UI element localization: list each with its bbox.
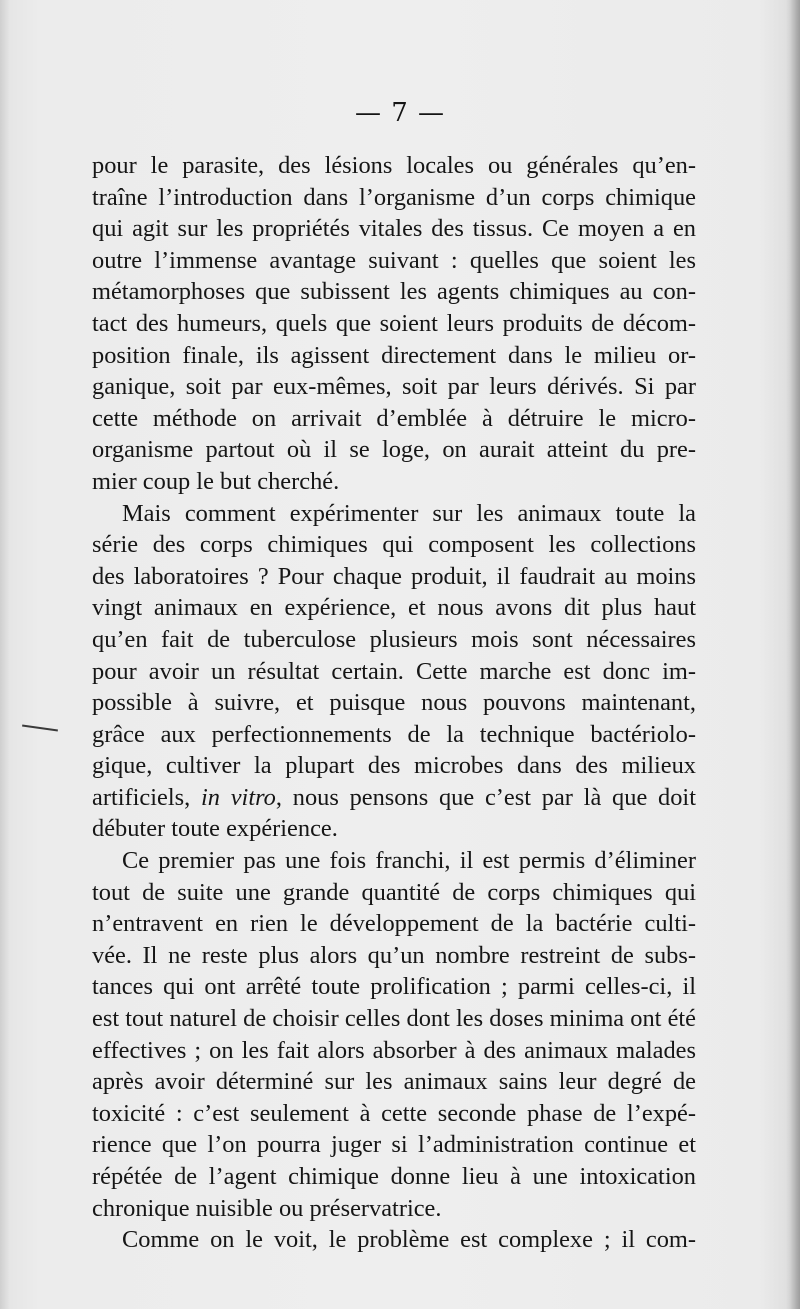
- margin-pencil-mark: [22, 725, 58, 732]
- text-line: tact des humeurs, quels que soient leurs produits de décom-: [92, 309, 696, 337]
- text-line: série des corps chimiques qui composent les collections: [92, 531, 696, 559]
- text-line: position finale, ils agissent directement dans le milieu or-: [92, 341, 696, 369]
- text-line: organisme partout où il se loge, on aurait atteint du pre-: [92, 436, 696, 464]
- text-line: pour le parasite, des lésions locales ou générales qu’en-: [92, 152, 696, 179]
- paragraph: [92, 1224, 696, 1256]
- text-line: Comme on le voit, le problème est complexe ; il com-: [122, 1226, 696, 1254]
- text-line: est tout naturel de choisir celles dont les doses minima ont été: [92, 1005, 696, 1033]
- text-line: artificiels, in vitro, nous pensons que c’est par là que doit: [92, 783, 696, 811]
- paragraph: [92, 498, 696, 846]
- text-line: Ce premier pas une fois franchi, il est permis d’éliminer: [122, 847, 696, 875]
- text-line: effectives ; on les fait alors absorber à des animaux malades: [92, 1036, 696, 1064]
- text-line: répétée de l’agent chimique donne lieu à une intoxication: [92, 1163, 696, 1190]
- text-line: outre l’immense avantage suivant : quelles que soient les: [92, 246, 696, 274]
- text-line: métamorphoses que subissent les agents chimiques au con-: [92, 278, 696, 306]
- paragraph: [92, 150, 696, 498]
- page-number: — 7 —: [354, 98, 446, 128]
- text-line: vée. Il ne reste plus alors qu’un nombre restreint de subs-: [92, 941, 696, 969]
- page-edge-shadow: [786, 0, 800, 1309]
- paragraph: [92, 845, 696, 1224]
- text-line: pour avoir un résultat certain. Cette marche est donc im-: [92, 657, 696, 685]
- text-line: des laboratoires ? Pour chaque produit, il faudrait au moins: [92, 562, 696, 590]
- body-text: [92, 150, 696, 1256]
- text-line: tances qui ont arrêté toute prolification ; parmi celles-ci, il: [92, 973, 696, 1001]
- text-line: qui agit sur les propriétés vitales des tissus. Ce moyen a en: [92, 215, 696, 243]
- text-line: gique, cultiver la plupart des microbes dans des milieux: [92, 752, 696, 780]
- text-line: n’entravent en rien le développement de la bactérie culti-: [92, 910, 696, 938]
- text-line: débuter toute expérience.: [92, 815, 338, 843]
- text-line: grâce aux perfectionnements de la technique bactériolo-: [92, 720, 696, 748]
- text-line: traîne l’introduction dans l’organisme d’un corps chimique: [92, 183, 696, 211]
- text-line: Mais comment expérimenter sur les animaux toute la: [122, 499, 696, 527]
- text-line: chronique nuisible ou préservatrice.: [92, 1194, 442, 1222]
- text-line: tout de suite une grande quantité de corps chimiques qui: [92, 878, 696, 906]
- text-line: cette méthode on arrivait d’emblée à détruire le micro-: [92, 404, 696, 432]
- text-line: rience que l’on pourra juger si l’administration continue et: [92, 1131, 696, 1159]
- text-line: toxicité : c’est seulement à cette seconde phase de l’expé-: [92, 1099, 696, 1127]
- text-line: possible à suivre, et puisque nous pouvons maintenant,: [92, 689, 696, 717]
- text-line: mier coup le but cherché.: [92, 467, 340, 495]
- text-line: après avoir déterminé sur les animaux sains leur degré de: [92, 1068, 696, 1096]
- text-line: vingt animaux en expérience, et nous avons dit plus haut: [92, 594, 696, 622]
- text-line: qu’en fait de tuberculose plusieurs mois sont nécessaires: [92, 625, 696, 653]
- text-line: ganique, soit par eux-mêmes, soit par leurs dérivés. Si par: [92, 373, 696, 401]
